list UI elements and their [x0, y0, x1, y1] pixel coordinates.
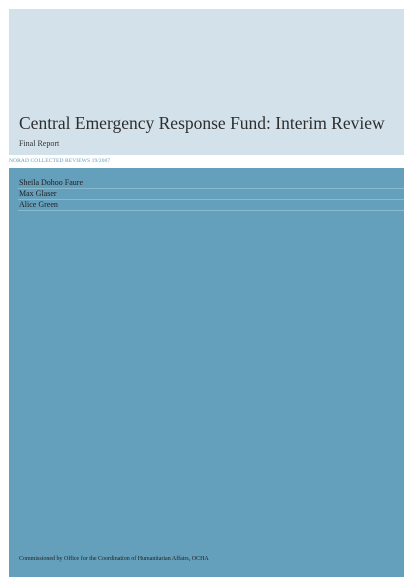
author-list	[18, 178, 404, 211]
report-subtitle: Final Report	[19, 139, 60, 148]
cover-panel	[9, 168, 404, 577]
author-name: Max Glaser	[18, 189, 404, 200]
commissioned-by-note: Commissioned by Office for the Coordination of Humanitarian Affairs, OCHA	[19, 556, 209, 562]
series-label: NORAD COLLECTED REVIEWS 19/2007	[9, 158, 111, 164]
author-name: Sheila Dohoo Faure	[18, 178, 404, 189]
report-title: Central Emergency Response Fund: Interim Review	[19, 113, 385, 133]
author-name: Alice Green	[18, 200, 404, 211]
